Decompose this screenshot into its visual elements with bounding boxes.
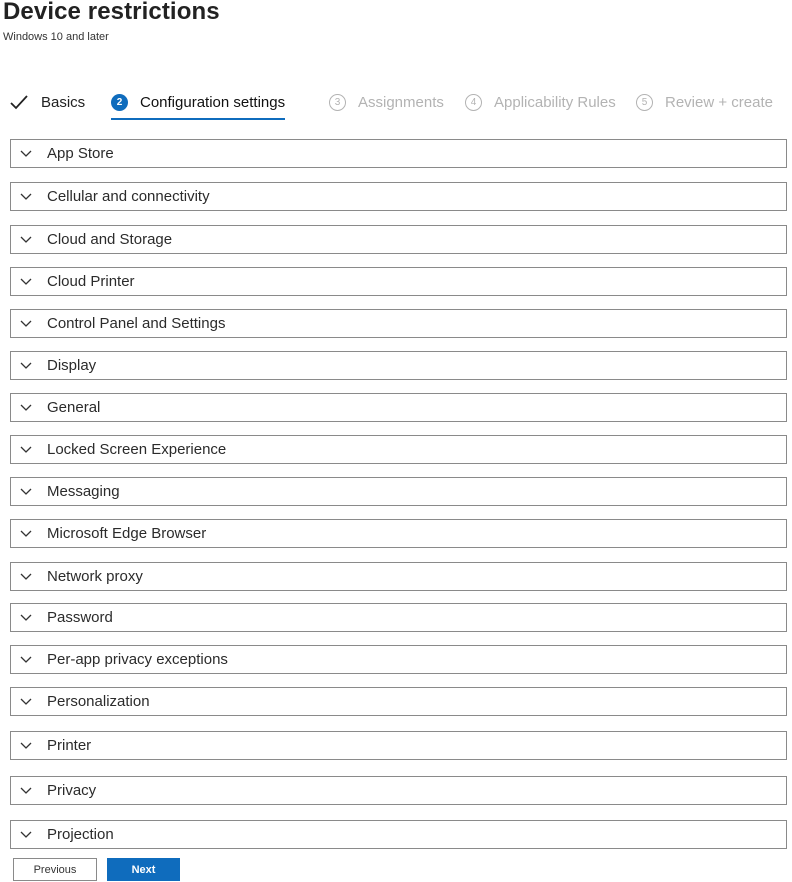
- wizard-step-label: Review + create: [665, 93, 773, 111]
- next-button[interactable]: Next: [107, 858, 180, 881]
- section-label: Network proxy: [47, 568, 143, 585]
- previous-button[interactable]: Previous: [13, 858, 97, 881]
- chevron-down-icon: [20, 656, 32, 664]
- chevron-down-icon: [20, 831, 32, 839]
- chevron-down-icon: [20, 698, 32, 706]
- section-microsoft-edge-browser[interactable]: [10, 519, 787, 548]
- active-step-underline: [111, 118, 285, 120]
- section-personalization[interactable]: [10, 687, 787, 716]
- chevron-down-icon: [20, 150, 32, 158]
- section-label: Per-app privacy exceptions: [47, 651, 228, 668]
- step-number-badge: 4: [465, 94, 482, 111]
- chevron-down-icon: [20, 742, 32, 750]
- wizard-steps: [0, 86, 792, 120]
- section-label: App Store: [47, 145, 114, 162]
- section-per-app-privacy-exceptions[interactable]: [10, 645, 787, 674]
- wizard-step-label: Basics: [41, 93, 86, 111]
- chevron-down-icon: [20, 193, 32, 201]
- section-label: Cellular and connectivity: [47, 188, 210, 205]
- checkmark-icon: [9, 94, 29, 110]
- section-general[interactable]: [10, 393, 787, 422]
- chevron-down-icon: [20, 614, 32, 622]
- chevron-down-icon: [20, 320, 32, 328]
- section-label: Display: [47, 357, 97, 374]
- section-label: Cloud and Storage: [47, 231, 173, 248]
- page-subtitle: Windows 10 and later: [3, 31, 109, 43]
- chevron-down-icon: [20, 404, 32, 412]
- step-number-badge: 3: [329, 94, 346, 111]
- section-label: Privacy: [47, 782, 97, 799]
- wizard-step-label: Assignments: [358, 93, 444, 111]
- section-label: Projection: [47, 826, 114, 843]
- section-messaging[interactable]: [10, 477, 787, 506]
- section-label: Control Panel and Settings: [47, 315, 226, 332]
- section-label: Personalization: [47, 693, 150, 710]
- section-label: Microsoft Edge Browser: [47, 525, 207, 542]
- section-label: Cloud Printer: [47, 273, 135, 290]
- chevron-down-icon: [20, 573, 32, 581]
- section-label: General: [47, 399, 101, 416]
- section-label: Messaging: [47, 483, 120, 500]
- wizard-step-configuration-settings[interactable]: [111, 86, 285, 118]
- section-cloud-and-storage[interactable]: [10, 225, 787, 254]
- chevron-down-icon: [20, 278, 32, 286]
- page-title: Device restrictions: [3, 0, 220, 25]
- chevron-down-icon: [20, 236, 32, 244]
- section-privacy[interactable]: [10, 776, 787, 805]
- wizard-step-label: Configuration settings: [140, 93, 286, 111]
- wizard-step-basics[interactable]: [9, 86, 85, 118]
- chevron-down-icon: [20, 446, 32, 454]
- section-control-panel-and-settings[interactable]: [10, 309, 787, 338]
- section-app-store[interactable]: [10, 139, 787, 168]
- section-printer[interactable]: [10, 731, 787, 760]
- chevron-down-icon: [20, 488, 32, 496]
- section-network-proxy[interactable]: [10, 562, 787, 591]
- section-display[interactable]: [10, 351, 787, 380]
- wizard-step-applicability-rules[interactable]: [465, 86, 616, 118]
- section-label: Printer: [47, 737, 92, 754]
- section-projection[interactable]: [10, 820, 787, 849]
- wizard-step-review-create[interactable]: [636, 86, 773, 118]
- chevron-down-icon: [20, 530, 32, 538]
- section-label: Locked Screen Experience: [47, 441, 227, 458]
- wizard-step-assignments[interactable]: [329, 86, 444, 118]
- step-number-badge: 2: [111, 94, 128, 111]
- section-cloud-printer[interactable]: [10, 267, 787, 296]
- chevron-down-icon: [20, 362, 32, 370]
- section-cellular-and-connectivity[interactable]: [10, 182, 787, 211]
- wizard-step-label: Applicability Rules: [494, 93, 616, 111]
- section-locked-screen-experience[interactable]: [10, 435, 787, 464]
- chevron-down-icon: [20, 787, 32, 795]
- step-number-badge: 5: [636, 94, 653, 111]
- section-label: Password: [47, 609, 113, 626]
- section-password[interactable]: [10, 603, 787, 632]
